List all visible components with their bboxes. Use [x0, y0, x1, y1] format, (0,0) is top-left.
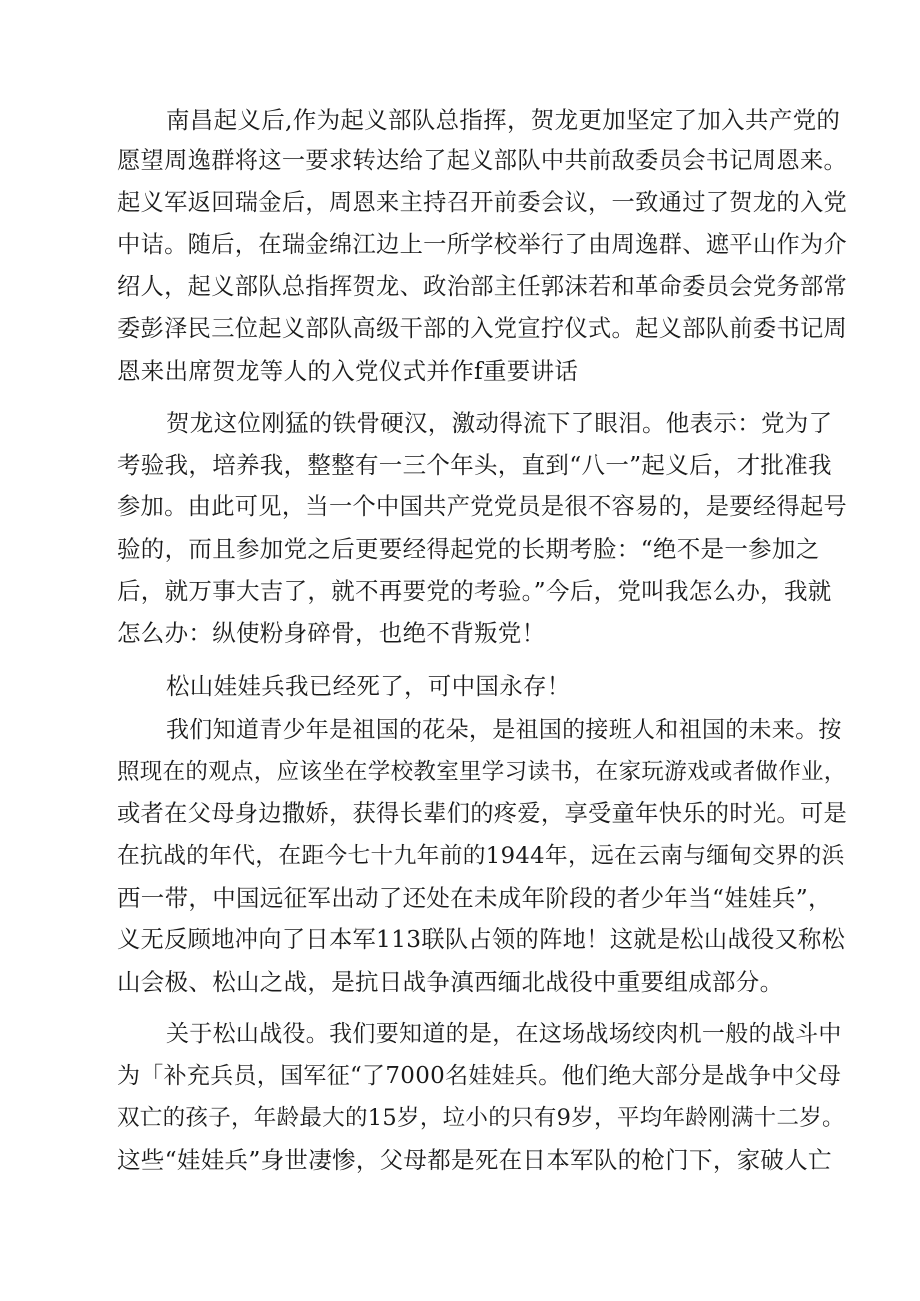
- paragraph-1-line-1: 南昌起义后,作为起义部队总指挥，贺龙更加坚定了加入共产党的: [166, 106, 841, 134]
- paragraph-2-line-4: 验的，而且参加党之后更要经得起党的长期考脸：“绝不是一参加之: [117, 535, 820, 563]
- paragraph-4-line-5: 西一带，中国远征军出动了还处在未成年阶段的者少年当“娃娃兵”，: [117, 884, 832, 912]
- paragraph-2-line-2: 考验我，培养我，整整有一三个年头，直到“八一”起义后，才批准我: [117, 451, 832, 479]
- paragraph-3-line-1: 松山娃娃兵我已经死了，可中国永存！: [166, 672, 571, 700]
- paragraph-1-line-3: 起义军返回瑞金后，周恩来主持召开前委会议，一致通过了贺龙的入党: [117, 189, 848, 216]
- paragraph-2-line-3: 参加。由此可见，当一个中国共产党党员是很不容易的，是要经得起号: [117, 493, 848, 520]
- paragraph-4-line-1: 我们知道青少年是祖国的花朵，是祖国的接班人和祖国的未来。按: [166, 717, 842, 743]
- paragraph-1-line-5: 绍人，起义部队总指挥贺龙、政治部主任郭沫若和革命委员会党务部常: [117, 273, 848, 300]
- paragraph-1-line-7: 恩来出席贺龙等人的入党仪式并作f重要讲话: [117, 357, 579, 385]
- paragraph-4-line-4: 在抗战的年代，在距今七十九年前的1944年，远在云南与缅甸交界的浜: [117, 843, 845, 869]
- paragraph-2-line-1: 贺龙这位刚猛的铁骨硬汉，激动得流下了眼泪。他表示：党为了: [166, 409, 833, 437]
- paragraph-4-line-6: 义无反顾地冲向了日本军113联队占领的阵地！这就是松山战役又称松: [117, 926, 846, 953]
- paragraph-4-line-7: 山会极、松山之战，是抗日战争滇西缅北战役中重要组成部分。: [117, 968, 784, 996]
- paragraph-1-line-4: 中诘。随后，在瑞金绵江边上一所学校举行了由周逸群、遮平山作为介: [117, 231, 848, 258]
- paragraph-5-line-3: 双亡的孩子，年龄最大的15岁，垃小的只有9岁，平均年龄刚满十二岁。: [117, 1105, 845, 1131]
- paragraph-1-line-2: 愿望周逸群将这一要求转达给了起义部队中共前敌委员会书记周恩来。: [117, 147, 848, 174]
- paragraph-1-line-6: 委彭泽民三位起义部队高级干部的入党宣拧仪式。起义部队前委书记周: [117, 315, 848, 342]
- paragraph-5-line-2: 为「补充兵员，国军征“了7000名娃娃兵。他们绝大部分是战争中父母: [117, 1063, 842, 1089]
- paragraph-5-line-1: 关于松山战役。我们要知道的是，在这场战场绞肉机一般的战斗中: [166, 1021, 842, 1047]
- paragraph-4-line-3: 或者在父母身边撒娇，获得长辈们的疼爱，享受童年快乐的时光。可是: [117, 800, 848, 827]
- paragraph-5-line-4: 这些“娃娃兵”身世凄惨，父母都是死在日本军队的枪门下，家破人亡: [117, 1146, 832, 1174]
- paragraph-4-line-2: 照现在的观点，应该坐在学校教室里学习读书，在家玩游戏或者做作业，: [117, 759, 847, 785]
- paragraph-2-line-6: 怎么办：纵使粉身碎骨，也绝不背叛党！: [117, 619, 546, 647]
- paragraph-2-line-5: 后，就万事大吉了，就不再要党的考验。”今后，党叫我怎么办，我就: [117, 577, 832, 605]
